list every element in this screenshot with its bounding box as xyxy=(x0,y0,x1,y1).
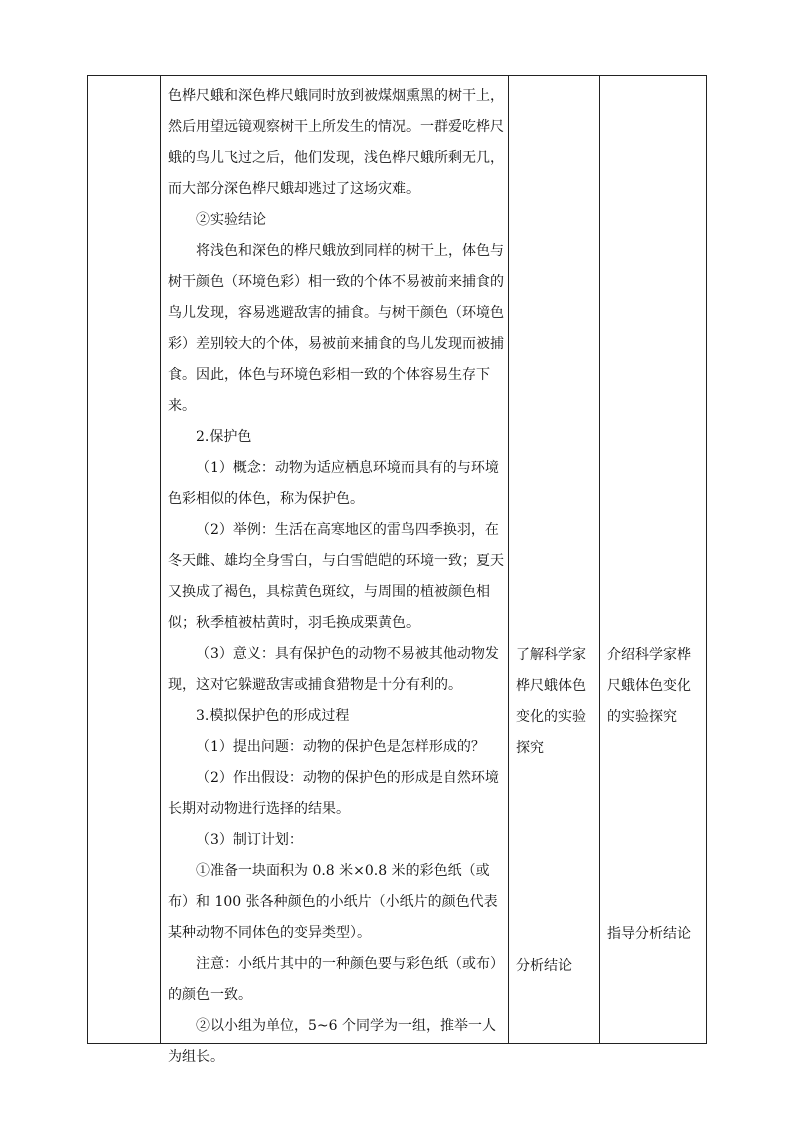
column-divider xyxy=(508,76,509,1043)
paragraph-concept: （1）概念：动物为适应栖息环境而具有的与环境色彩相似的体色，称为保护色。 xyxy=(168,460,499,507)
teacher-activity-cell-2 xyxy=(607,919,703,950)
heading-conclusion: ②实验结论 xyxy=(196,212,266,228)
student-activity-cell-2 xyxy=(516,951,596,982)
paragraph-example: （2）举例：生活在高寒地区的雷鸟四季换羽，在冬天雌、雄均全身雪白，与白雪皑皑的环境一致；夏天又换成了褐色，具棕黄色斑纹，与周围的植被颜色相似；秋季植被枯黄时，羽毛换成栗黄色。 xyxy=(168,522,504,631)
paragraph-question: （1）提出问题：动物的保护色是怎样形成的？ xyxy=(196,739,485,755)
paragraph-experiment: 色桦尺蛾和深色桦尺蛾同时放到被煤烟熏黑的树干上，然后用望远镜观察树干上所发生的情况。一群爱吃桦尺蛾的鸟儿飞过之后，他们发现，浅色桦尺蛾所剩无几，而大部分深色桦尺蛾却逃过了这场灾难。 xyxy=(168,88,504,197)
student-activity-1: 了解科学家桦尺蛾体色变化的实验探究 xyxy=(516,647,586,756)
content-cell xyxy=(168,81,505,1073)
column-divider xyxy=(599,76,600,1043)
teacher-activity-2: 指导分析结论 xyxy=(607,926,691,942)
teacher-activity-1: 介绍科学家桦尺蛾体色变化的实验探究 xyxy=(607,647,691,725)
student-activity-cell xyxy=(516,640,596,764)
paragraph-prepare: ①准备一块面积为 0.8 米×0.8 米的彩色纸（或布）和 100 张各种颜色的小纸片（小纸片的颜色代表某种动物不同体色的变异类型）。 xyxy=(168,863,498,941)
student-activity-2: 分析结论 xyxy=(516,958,572,974)
paragraph-note: 注意：小纸片其中的一种颜色要与彩色纸（或布）的颜色一致。 xyxy=(168,956,504,1003)
left-label-cell xyxy=(88,76,160,1043)
paragraph-hypothesis: （2）作出假设：动物的保护色的形成是自然环境长期对动物进行选择的结果。 xyxy=(168,770,499,817)
heading-protective-color: 2.保护色 xyxy=(196,429,252,445)
paragraph-meaning: （3）意义：具有保护色的动物不易被其他动物发现，这对它躲避敌害或捕食猎物是十分有利的。 xyxy=(168,646,499,693)
column-divider xyxy=(160,76,161,1043)
lesson-table xyxy=(87,75,707,1065)
paragraph-plan: （3）制订计划： xyxy=(196,832,303,848)
paragraph-conclusion: 将浅色和深色的桦尺蛾放到同样的树干上，体色与树干颜色（环境色彩）相一致的个体不易被前来捕食的鸟儿发现，容易逃避敌害的捕食。与树干颜色（环境色彩）差别较大的个体，易被前来捕食的鸟儿发现而被捕食。因此，体色与环境色彩相一致的个体容易生存下来。 xyxy=(168,243,504,414)
heading-simulation: 3.模拟保护色的形成过程 xyxy=(196,708,350,724)
paragraph-group: ②以小组为单位，5~6 个同学为一组，推举一人为组长。 xyxy=(168,1018,496,1065)
teacher-activity-cell xyxy=(607,640,703,733)
